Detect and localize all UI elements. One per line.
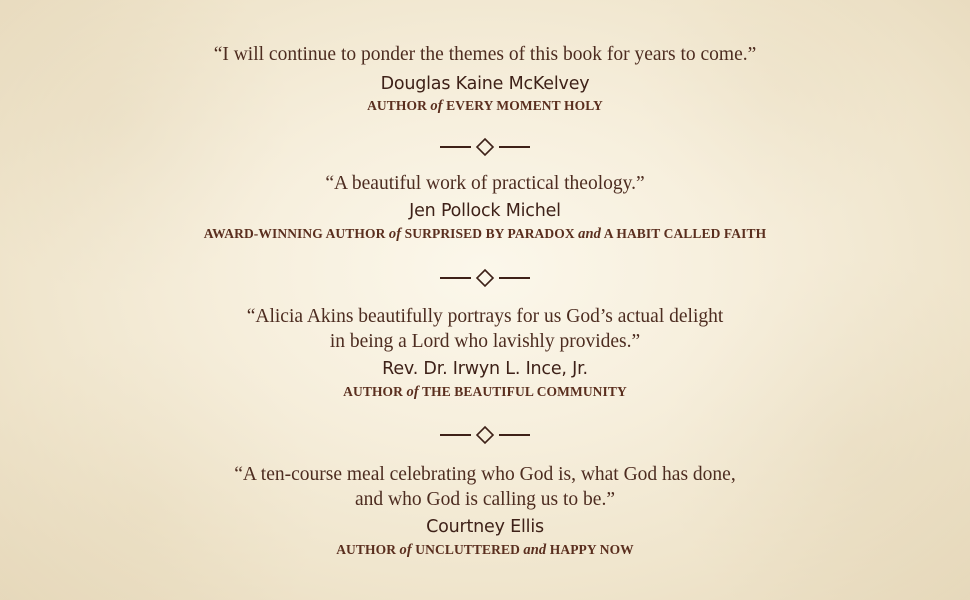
- quote-line: “A ten-course meal celebrating who God is, what God has done,: [234, 464, 736, 485]
- endorser-name: Jen Pollock Michel: [409, 201, 561, 221]
- endorsement-3: [0, 304, 970, 401]
- diamond-divider-icon: [440, 268, 530, 288]
- credit-part: AUTHOR: [336, 542, 400, 557]
- endorsement-1: [0, 42, 970, 115]
- quote-line: “I will continue to ponder the themes of this book for years to come.”: [213, 44, 757, 65]
- credit-connector: and: [523, 542, 547, 558]
- endorsement-2: [0, 171, 970, 243]
- endorser-credit: [0, 541, 970, 559]
- quote-line: and who God is calling us to be.”: [355, 489, 615, 510]
- credit-connector: of: [430, 98, 443, 114]
- credit-part: AUTHOR: [367, 98, 431, 113]
- diamond-divider-icon: [440, 137, 530, 157]
- endorsement-quote: [0, 462, 970, 512]
- endorser-credit: [0, 225, 970, 243]
- credit-part: HAPPY NOW: [546, 542, 634, 557]
- quote-line: “Alicia Akins beautifully portrays for us God’s actual delight: [246, 306, 724, 327]
- endorsement-quote: [0, 42, 970, 67]
- credit-part: A HABIT CALLED FAITH: [601, 226, 767, 241]
- quote-line: “A beautiful work of practical theology.”: [325, 173, 645, 194]
- credit-part: THE BEAUTIFUL COMMUNITY: [418, 384, 627, 399]
- credit-part: AWARD-WINNING AUTHOR: [203, 226, 389, 241]
- endorser-name: Douglas Kaine McKelvey: [380, 74, 590, 94]
- endorser-credit: [0, 383, 970, 401]
- endorsement-quote: [0, 304, 970, 354]
- credit-connector: of: [388, 226, 402, 242]
- credit-connector: of: [399, 542, 412, 558]
- endorser-name: Courtney Ellis: [426, 517, 544, 537]
- endorsement-quote: [0, 171, 970, 196]
- credit-connector: and: [578, 226, 602, 242]
- credit-part: AUTHOR: [343, 384, 407, 399]
- credit-connector: of: [406, 384, 419, 400]
- endorsement-4: [0, 462, 970, 559]
- endorser-name: Rev. Dr. Irwyn L. Ince, Jr.: [382, 359, 588, 379]
- quote-line: in being a Lord who lavishly provides.”: [329, 331, 641, 352]
- credit-part: EVERY MOMENT HOLY: [442, 98, 603, 113]
- credit-part: SURPRISED BY PARADOX: [401, 226, 579, 241]
- credit-part: UNCLUTTERED: [411, 542, 524, 557]
- diamond-divider-icon: [440, 425, 530, 445]
- endorser-credit: [0, 97, 970, 115]
